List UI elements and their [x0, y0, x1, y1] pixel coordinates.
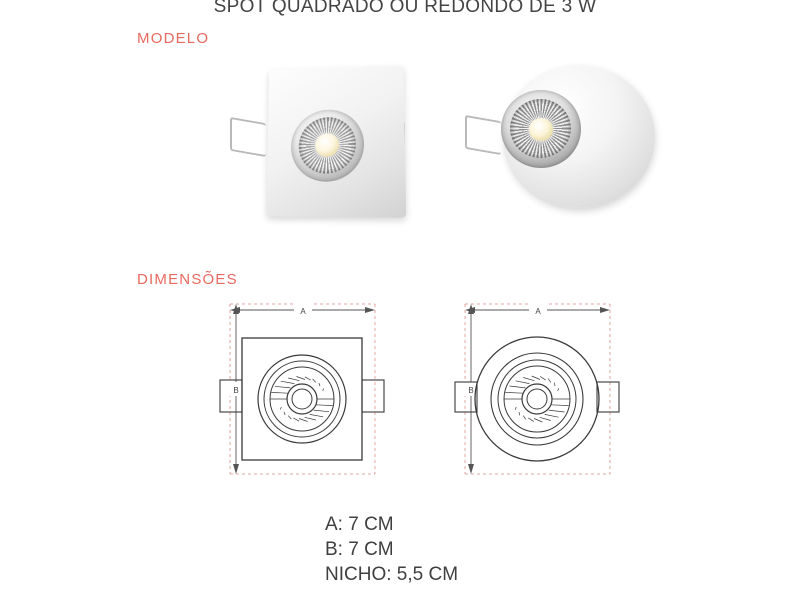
round-spot-led	[529, 118, 553, 141]
round-label-a: A	[535, 307, 541, 316]
measurement-nicho: NICHO: 5,5 CM	[325, 564, 459, 585]
square-spot-led	[315, 133, 339, 157]
mounting-clip-left-icon	[230, 117, 266, 157]
round-spot-reflector	[510, 99, 571, 158]
measurement-b: B: 7 CM	[325, 539, 394, 560]
round-spot-photo	[465, 58, 650, 228]
square-spot-photo	[230, 60, 405, 230]
round-dimension-drawing	[455, 303, 619, 474]
round-spot-gimbal	[501, 90, 581, 168]
section-heading-dimensoes: DIMENSÕES	[137, 271, 238, 288]
product-photos	[190, 52, 690, 237]
section-heading-modelo: MODELO	[137, 30, 210, 47]
measurements-list	[325, 512, 458, 587]
square-outline	[242, 338, 362, 460]
square-clip-right-outline	[362, 380, 384, 412]
square-dimension-drawing	[220, 303, 384, 474]
square-reflector-hatch	[270, 377, 334, 422]
dimension-drawings	[190, 296, 690, 491]
round-reflector-hatch	[504, 376, 570, 422]
round-clip-right-outline	[597, 382, 619, 412]
measurement-a: A: 7 CM	[325, 514, 394, 535]
round-label-b: B	[468, 386, 474, 395]
page-title: SPOT QUADRADO OU REDONDO DE 3 W	[213, 0, 597, 17]
round-outline	[475, 337, 599, 461]
square-spot-reflector	[298, 116, 356, 175]
square-label-b: B	[233, 386, 239, 395]
round-mounting-clip-left-icon	[465, 115, 501, 155]
dimension-drawings-svg	[190, 296, 690, 491]
square-label-a: A	[300, 307, 306, 316]
